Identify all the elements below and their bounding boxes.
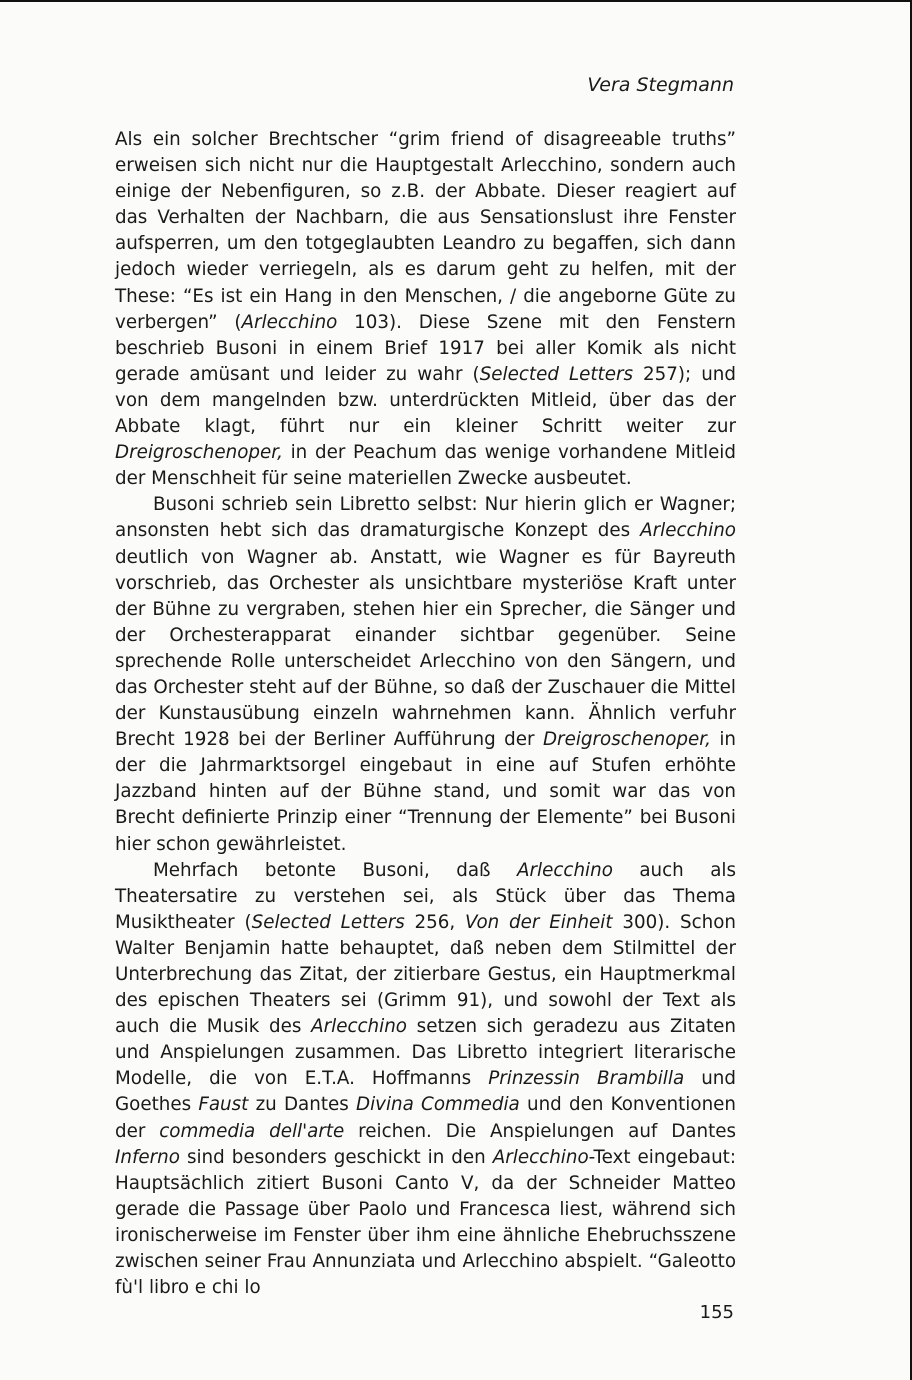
italic-text: Dreigroschenoper, (542, 729, 711, 751)
text-run: reichen. Die Anspielungen auf Dantes (344, 1120, 737, 1142)
text-run: in der Peachum das wenige vorhandene Mitleid der Menschheit für seine materiellen Zwecke ausbeutet. (115, 442, 736, 490)
italic-text: Arlecchino (492, 1146, 589, 1168)
body-text (115, 127, 736, 1301)
text-run: auch als Theatersatire zu verstehen sei, als Stück über das Thema Musiktheater ( (115, 859, 736, 933)
italic-text: Inferno (115, 1146, 180, 1168)
text-run: und Goethes (115, 1068, 736, 1116)
italic-text: Prinzessin Brambilla (488, 1068, 685, 1090)
italic-text: Arlecchino (311, 1016, 407, 1038)
text-run: 257); und von dem mangelnden bzw. unterdrückten Mitleid, über das der Abbate klagt, führt nur ein kleiner Schritt weiter zur (115, 363, 736, 438)
text-run: setzen sich geradezu aus Zitaten und Anspielungen zusammen. Das Libretto integriert literarische Modelle, die von E.T.A. Hoffmanns (115, 1016, 736, 1090)
italic-text: Selected Letters (479, 363, 634, 385)
italic-text: Von der Einheit (465, 911, 613, 933)
text-run: in der die Jahrmarktsorgel eingebaut in eine auf Stufen erhöhte Jazzband hinten auf der Bühne stand, und somit war das von Brecht definierte Prinzip einer “Trennung der Elemente” bei Busoni hier schon gewährleistet. (115, 729, 737, 855)
text-run: -Text eingebaut: Hauptsächlich zitiert Busoni Canto V, da der Schneider Matteo gerade die Passage über Paolo und Francesca liest, während sich ironischerweise im Fenster über ihm eine ähnliche Ehebruchsszene zwischen seiner Frau Annunziata und Arlecchino abspielt. “Galeotto fù'l libro e chi lo (115, 1146, 737, 1299)
text-run: zu Dantes (248, 1094, 356, 1116)
italic-text: Divina Commedia (356, 1094, 520, 1116)
paragraph (115, 492, 736, 857)
text-run: Als ein solcher Brechtscher “grim friend of disagreeable truths” erweisen sich nicht nur die Hauptgestalt Arlecchino, sondern auch einige der Nebenfiguren, so z.B. der Abbate. Dieser reagiert auf das Verhalten der Nachbarn, die aus Sensationslust ihre Fenster aufsperren, um den totgeglaubten Leandro zu begaffen, sich dann jedoch wieder verriegeln, als es darum geht zu helfen, mit der These: “Es ist ein Hang in den Menschen, / die angeborne Güte zu verbergen” ( (115, 129, 736, 333)
paragraph (115, 858, 736, 1302)
text-run: und den Konventionen der (115, 1094, 736, 1142)
italic-text: Faust (198, 1094, 249, 1116)
text-run: 103). Diese Szene mit den Fenstern beschrieb Busoni in einem Brief 1917 bei aller Komik als nicht gerade amüsant und leider zu wahr ( (115, 311, 736, 385)
text-run: Busoni schrieb sein Libretto selbst: Nur hierin glich er Wagner; ansonsten hebt sich das dramaturgische Konzept des (115, 494, 736, 542)
italic-text: commedia dell'arte (159, 1120, 345, 1142)
text-run: deutlich von Wagner ab. Anstatt, wie Wagner es für Bayreuth vorschrieb, das Orchester als unsichtbare mysteriöse Kraft unter der Bühne zu vergraben, stehen hier ein Sprecher, die Sänger und der Orchesterapparat einander sichtbar gegenüber. Seine sprechende Rolle unterscheidet Arlecchino von den Sängern, und das Orchester steht auf der Bühne, so daß der Zuschauer die Mittel der Kunstausübung einzeln wahrnehmen kann. Ähnlich verfuhr Brecht 1928 bei der Berliner Aufführung der (115, 546, 736, 751)
text-run: sind besonders geschickt in den (179, 1146, 493, 1168)
italic-text: Arlecchino (517, 859, 613, 881)
text-run: 300). Schon Walter Benjamin hatte behauptet, daß neben dem Stilmittel der Unterbrechung das Zitat, der zitierbare Gestus, ein Hauptmerkmal des epischen Theaters sei (Grimm 91), und sowohl der Text als auch die Musik des (115, 911, 736, 1038)
italic-text: Dreigroschenoper, (115, 442, 283, 464)
running-head: Vera Stegmann (587, 74, 734, 96)
page-number: 155 (699, 1302, 734, 1323)
italic-text: Arlecchino (241, 311, 338, 333)
text-run: 256, (404, 911, 466, 933)
text-run: Mehrfach betonte Busoni, daß (153, 859, 517, 881)
italic-text: Arlecchino (640, 520, 736, 542)
italic-text: Selected Letters (251, 911, 405, 933)
paragraph (115, 127, 736, 492)
